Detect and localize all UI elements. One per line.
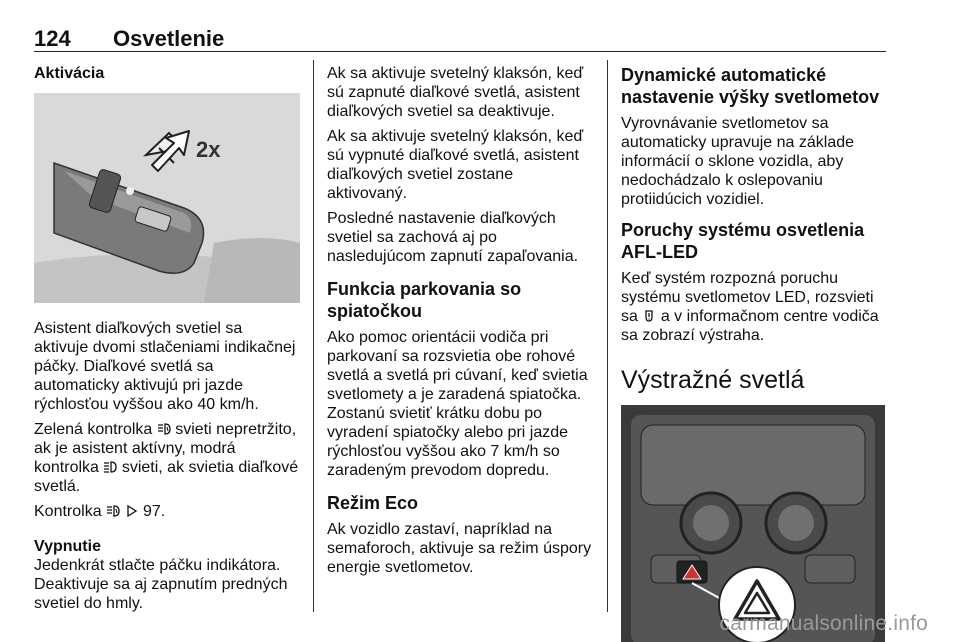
paragraph: Asistent diaľkových svetiel sa aktivuje dvomi stlačeniami indikačnej páčky. Diaľkové svetlá sa automaticky aktivujú pri jazde rýchlosťou vyššou ako 40 km/h. xyxy=(34,320,296,413)
page-header xyxy=(34,26,886,52)
paragraph: Ak sa aktivuje svetelný klaksón, keď sú vypnuté diaľkové svetlá, asistent diaľkových svetiel zostane aktivovaný. xyxy=(327,128,584,202)
column-2 xyxy=(327,64,593,577)
paragraph: Keď systém rozpozná poruchu systému svetlometov LED, rozsvieti sa a v informačnom centre vodiča sa zobrazí výstraha. xyxy=(621,270,879,344)
watermark: carmanualsonline.info xyxy=(719,612,928,635)
section-heading-deactivation: Vypnutie xyxy=(34,538,101,555)
paragraph: Vyrovnávanie svetlometov sa automaticky upravuje na základe informácií o sklone vozidla, aby nedochádzalo k oslepovaniu protiidúcich vozidiel. xyxy=(621,115,855,208)
paragraph: Jedenkrát stlačte páčku indikátora. Deaktivuje sa aj zapnutím predných svetiel do hmly. xyxy=(34,557,288,612)
paragraph: Ako pomoc orientácii vodiča pri parkovaní sa rozsvietia obe rohové svetlá a svetlá pri cúvaní, keď svietia svetlomety a je zaradená spiatočka. Zostanú svietiť krátku dobu po vyradení spiatočky alebo pri jazde rýchlosťou vyššou ako 7 km/h so zaradeným prevodom dopredu. xyxy=(327,329,588,479)
section-heading-dynamic-leveling: Dynamické automatické nastavenie výšky svetlometov xyxy=(621,65,880,107)
paragraph: Kontrolka 97. xyxy=(34,503,166,520)
section-heading-reverse-parking: Funkcia parkovania so spiatočkou xyxy=(327,279,522,321)
paragraph: Ak vozidlo zastaví, napríklad na semaforoch, aktivuje sa režim úspory energie svetlometov. xyxy=(327,521,592,576)
high-beam-assist-icon xyxy=(106,504,120,518)
page-reference-icon xyxy=(125,504,139,518)
column-1 xyxy=(34,64,300,613)
figure-label: 2x xyxy=(196,137,221,162)
column-divider-2 xyxy=(607,60,608,612)
high-beam-icon xyxy=(103,460,117,474)
hazard-button-illustration xyxy=(621,405,885,642)
paragraph: Zelená kontrolka svieti nepretržito, ak je asistent aktívny, modrá kontrolka svieti, ak svietia diaľkové svetlá. xyxy=(34,421,299,495)
column-divider-1 xyxy=(313,60,314,612)
headlamp-fault-icon xyxy=(642,309,656,323)
column-3 xyxy=(621,64,889,642)
stalk-illustration xyxy=(34,93,300,303)
section-heading-afl-led-fault: Poruchy systému osvetlenia AFL-LED xyxy=(621,220,865,262)
high-beam-assist-icon xyxy=(157,422,171,436)
chapter-title: Osvetlenie xyxy=(113,26,225,51)
paragraph: Posledné nastavenie diaľkových svetiel sa zachová aj po nasledujúcom zapnutí zapaľovania. xyxy=(327,210,579,265)
section-heading-activation: Aktivácia xyxy=(34,65,105,82)
page-number: 124 xyxy=(34,26,71,51)
paragraph: Ak sa aktivuje svetelný klaksón, keď sú zapnuté diaľkové svetlá, asistent diaľkových svetiel sa deaktivuje. xyxy=(327,65,584,120)
section-heading-eco-mode: Režim Eco xyxy=(327,493,419,513)
section-heading-hazard-lights: Výstražné svetlá xyxy=(621,366,805,394)
